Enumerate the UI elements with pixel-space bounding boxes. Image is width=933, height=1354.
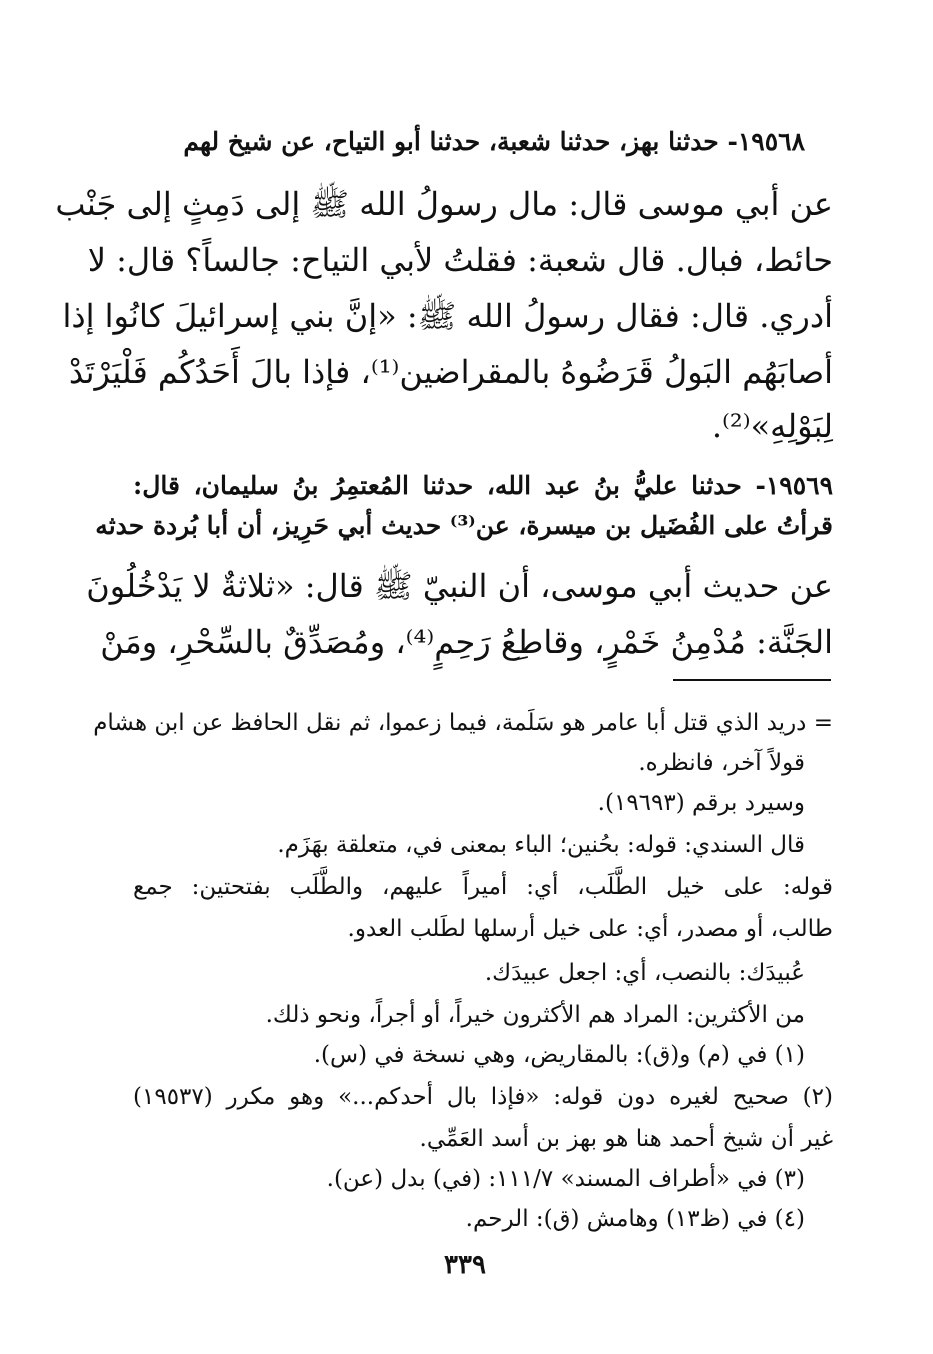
hadith-19568-line-1: عن أبي موسى قال: مال رسولُ الله ﷺ إلى دَمِثٍ إلى جَنْب	[55, 185, 833, 223]
footnote-line: (٤) في (ظ١٣) وهامش (ق): الرحم.	[465, 1206, 805, 1232]
hadith-19568-header: ١٩٥٦٨- حدثنا بهز، حدثنا شعبة، حدثنا أبو التياح، عن شيخ لهم	[183, 127, 805, 156]
hadith-19569-header-2: قرأتُ على الفُضَيل بن ميسرة، عن⁽³⁾ حديث أبي حَرِيز، أن أبا بُردة حدثه	[95, 511, 833, 540]
footnote-line: = دريد الذي قتل أبا عامر هو سَلَمة، فيما زعموا، ثم نقل الحافظ عن ابن هشام	[93, 710, 833, 736]
footnote-separator	[673, 679, 831, 681]
footnote-line: قوله: على خيل الطَّلَب، أي: أميراً عليهم، والطَّلَب بفتحتين: جمع	[133, 874, 833, 900]
footnote-line: قال السندي: قوله: بحُنين؛ الباء بمعنى في، متعلقة بهَزَم.	[277, 832, 805, 858]
footnote-line: من الأكثرين: المراد هم الأكثرون خيراً، أو أجراً، ونحو ذلك.	[265, 1002, 805, 1028]
hadith-19568-line-4: أصابَهُم البَولُ قَرَضُوهُ بالمقراضين⁽¹⁾، فإذا بالَ أَحَدُكُم فَلْيَرْتَدْ	[68, 353, 833, 391]
footnote-line: (١) في (م) و(ق): بالمقاريض، وهي نسخة في (س).	[313, 1042, 805, 1068]
page-number: ٣٣٩	[444, 1250, 486, 1280]
hadith-19569-header-1: ١٩٥٦٩- حدثنا عليُّ بنُ عبد الله، حدثنا المُعتمِرُ بنُ سليمان، قال:	[133, 471, 833, 500]
footnote-line: عُبيدَك: بالنصب، أي: اجعل عبيدَك.	[484, 960, 805, 986]
hadith-19569-line-1: عن حديث أبي موسى، أن النبيّ ﷺ قال: «ثلاثةٌ لا يَدْخُلُونَ	[86, 567, 833, 605]
footnote-line: طالب، أو مصدر، أي: على خيل أرسلها لطَلب العدو.	[347, 916, 833, 942]
footnote-line: قولاً آخر، فانظره.	[638, 750, 805, 776]
footnote-line: (٣) في «أطراف المسند» ١١١/٧: (في) بدل (عن).	[326, 1166, 805, 1192]
hadith-19568-line-2: حائط، فبال. قال شعبة: فقلتُ لأبي التياح: جالساً؟ قال: لا	[87, 241, 833, 279]
footnote-line: غير أن شيخ أحمد هنا هو بهز بن أسد العَمِّي.	[419, 1126, 833, 1152]
hadith-19568-line-3: أدري. قال: فقال رسولُ الله ﷺ: «إنَّ بني إسرائيلَ كانُوا إذا	[62, 297, 833, 335]
hadith-19569-line-2: الجَنَّة: مُدْمِنُ خَمْرٍ، وقاطِعُ رَحِمٍ⁽⁴⁾، ومُصَدِّقٌ بالسِّحْرِ، ومَنْ	[100, 623, 833, 661]
footnote-line: وسيرد برقم (١٩٦٩٣).	[597, 790, 805, 816]
hadith-19568-line-5: لِبَوْلِهِ»⁽²⁾.	[711, 407, 833, 445]
footnote-line: (٢) صحيح لغيره دون قوله: «فإذا بال أحدكم...» وهو مكرر (١٩٥٣٧)	[133, 1084, 833, 1110]
